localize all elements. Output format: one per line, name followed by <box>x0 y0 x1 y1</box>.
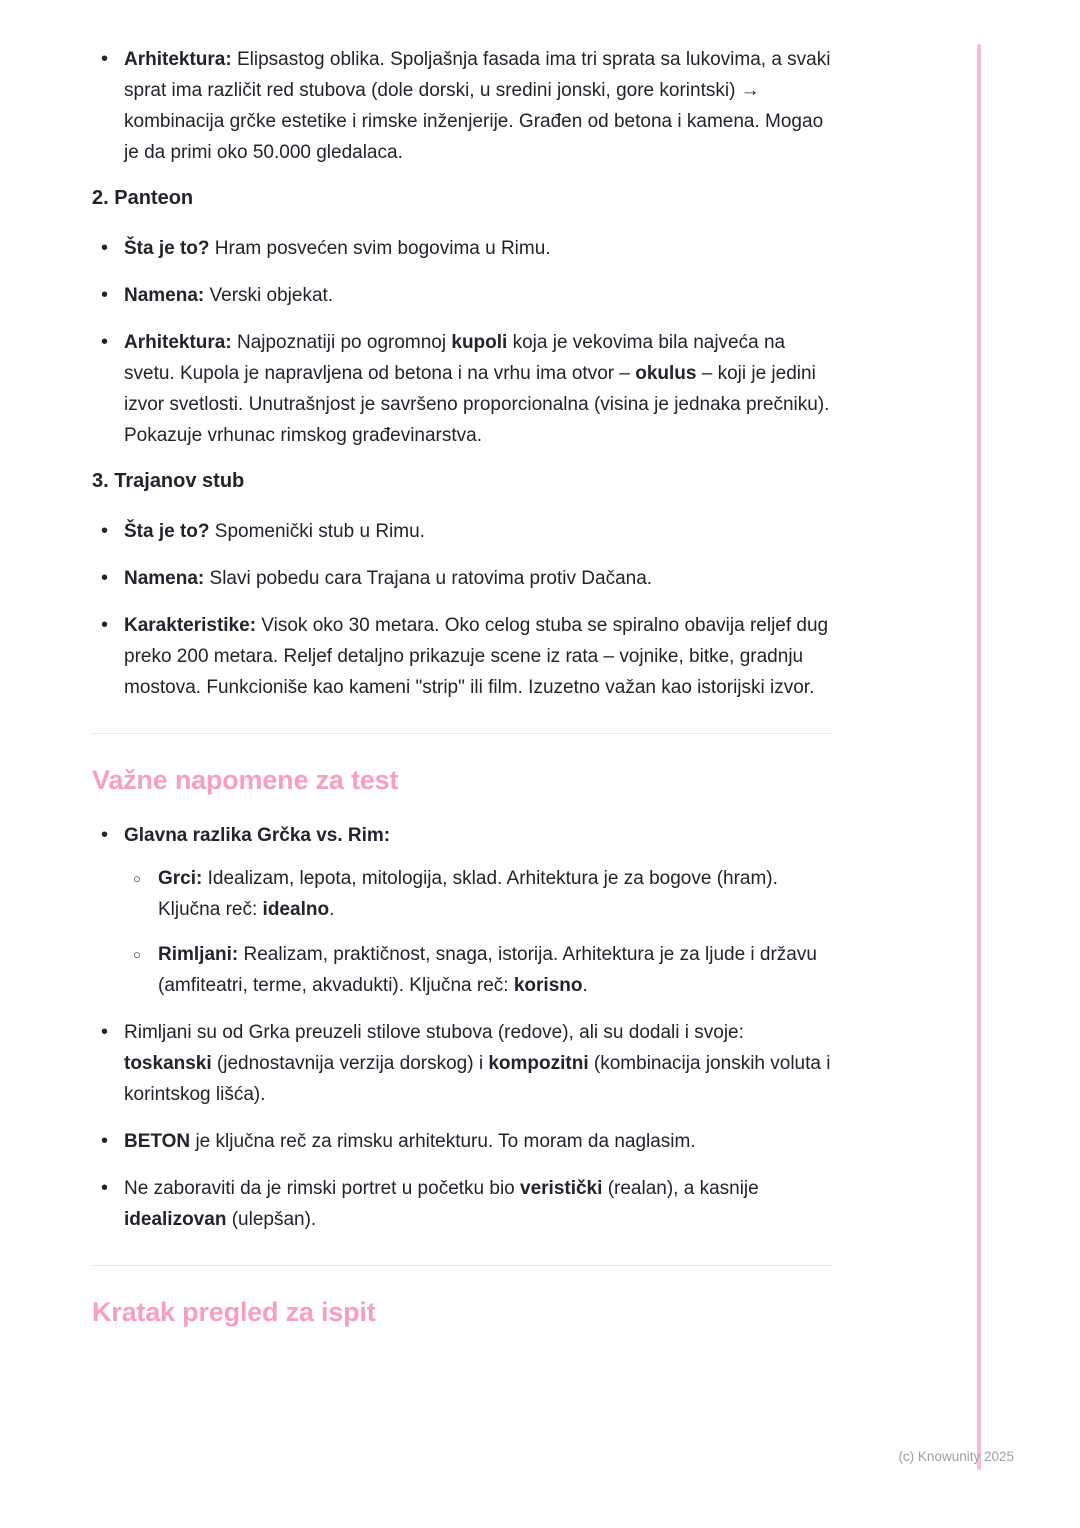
bold-text-segment: Grci: <box>158 868 203 889</box>
bullet-list <box>92 820 832 1235</box>
text-segment: Visok oko 30 metara. Oko celog stuba se spiralno obavija reljef dug preko 200 metara. Reljef detaljno prikazuje scene iz rata – vojnike, bitke, gradnju mostova. Funkcioniše kao kameni "strip" ili film. Izuzetno važan kao istorijski izvor. <box>124 615 829 698</box>
list-item <box>92 563 832 594</box>
list-item <box>92 44 832 168</box>
text-segment: . <box>582 975 588 996</box>
bold-text-segment: Šta je to? <box>124 521 210 542</box>
text-segment: Rimljani su od Grka preuzeli stilove stubova (redove), ali su dodali i svoje: <box>124 1022 744 1043</box>
bold-text-segment: Arhitektura: <box>124 332 232 353</box>
list-item <box>92 610 832 703</box>
bold-text-segment: Šta je to? <box>124 238 210 259</box>
list-item <box>92 280 832 311</box>
bold-text-segment: kupoli <box>451 332 508 353</box>
nested-list-item <box>124 939 832 1001</box>
text-segment: Verski objekat. <box>204 285 334 306</box>
bold-text-segment: Rimljani: <box>158 944 239 965</box>
text-segment: . <box>329 899 335 920</box>
bullet-list <box>92 44 832 168</box>
text-segment: je ključna reč za rimsku arhitekturu. To moram da naglasim. <box>190 1131 696 1152</box>
bold-text-segment: korisno <box>513 975 583 996</box>
copyright-text: (c) Knowunity 2025 <box>898 1449 1014 1464</box>
accent-heading: Kratak pregled za ispit <box>92 1297 376 1327</box>
bullet-list <box>92 233 832 451</box>
bold-text-segment: Arhitektura: <box>124 49 232 70</box>
text-segment: – koji je jedini izvor svetlosti. Unutrašnjost je savršeno proporcionalna (visina je jednaka prečniku). Pokazuje vrhunac rimskog građevinarstva. <box>124 363 830 446</box>
nested-bullet-list <box>124 863 832 1001</box>
bold-text-segment: Karakteristike: <box>124 615 257 636</box>
page-edge-accent <box>977 44 981 1470</box>
text-segment: Slavi pobedu cara Trajana u ratovima protiv Dačana. <box>204 568 653 589</box>
nested-list-item <box>124 863 832 925</box>
section-heading: 3. Trajanov stub <box>92 470 245 492</box>
section-divider <box>92 733 832 734</box>
section-divider <box>92 1265 832 1266</box>
bold-text-segment: toskanski <box>124 1053 212 1074</box>
bold-text-segment: Namena: <box>124 285 205 306</box>
text-segment: (ulepšan). <box>226 1209 317 1230</box>
bold-text-segment: Glavna razlika Grčka vs. Rim: <box>124 825 391 846</box>
bold-text-segment: kompozitni <box>488 1053 589 1074</box>
text-segment: (realan), a kasnije <box>602 1178 759 1199</box>
list-item <box>92 1017 832 1110</box>
list-item <box>92 820 832 1001</box>
text-segment: Najpoznatiji po ogromnoj <box>231 332 452 353</box>
text-segment: Idealizam, lepota, mitologija, sklad. Arhitektura je za bogove (hram). Ključna reč: <box>158 868 778 920</box>
bold-text-segment: BETON <box>124 1131 191 1152</box>
list-item <box>92 1126 832 1157</box>
text-segment: Spomenički stub u Rimu. <box>209 521 425 542</box>
bold-text-segment: veristički <box>520 1178 603 1199</box>
text-segment: Ne zaboraviti da je rimski portret u početku bio <box>124 1178 521 1199</box>
text-segment: Elipsastog oblika. Spoljašnja fasada ima tri sprata sa lukovima, a svaki sprat ima različit red stubova (dole dorski, u sredini jonski, gore korintski) → kombinacija grčke estetike i rimske inženjerije. Građen od betona i kamena. Mogao je da primi oko 50.000 gledalaca. <box>124 49 831 163</box>
text-segment: (kombinacija jonskih voluta i korintskog lišća). <box>124 1053 831 1105</box>
bullet-list <box>92 516 832 703</box>
list-item <box>92 327 832 451</box>
accent-heading: Važne napomene za test <box>92 765 399 795</box>
bold-text-segment: idealizovan <box>124 1209 227 1230</box>
bold-text-segment: idealno <box>262 899 330 920</box>
text-segment: Realizam, praktičnost, snaga, istorija. Arhitektura je za ljude i državu (amfiteatri, terme, akvadukti). Ključna reč: <box>158 944 817 996</box>
list-item <box>92 1173 832 1235</box>
bold-text-segment: okulus <box>635 363 697 384</box>
document-content <box>92 44 832 1352</box>
section-heading: 2. Panteon <box>92 187 194 209</box>
list-item <box>92 516 832 547</box>
text-segment: koja je vekovima bila najveća na svetu. Kupola je napravljena od betona i na vrhu ima otvor – <box>124 332 786 384</box>
bold-text-segment: Namena: <box>124 568 205 589</box>
text-segment: (jednostavnija verzija dorskog) i <box>211 1053 489 1074</box>
list-item <box>92 233 832 264</box>
text-segment: Hram posvećen svim bogovima u Rimu. <box>209 238 551 259</box>
